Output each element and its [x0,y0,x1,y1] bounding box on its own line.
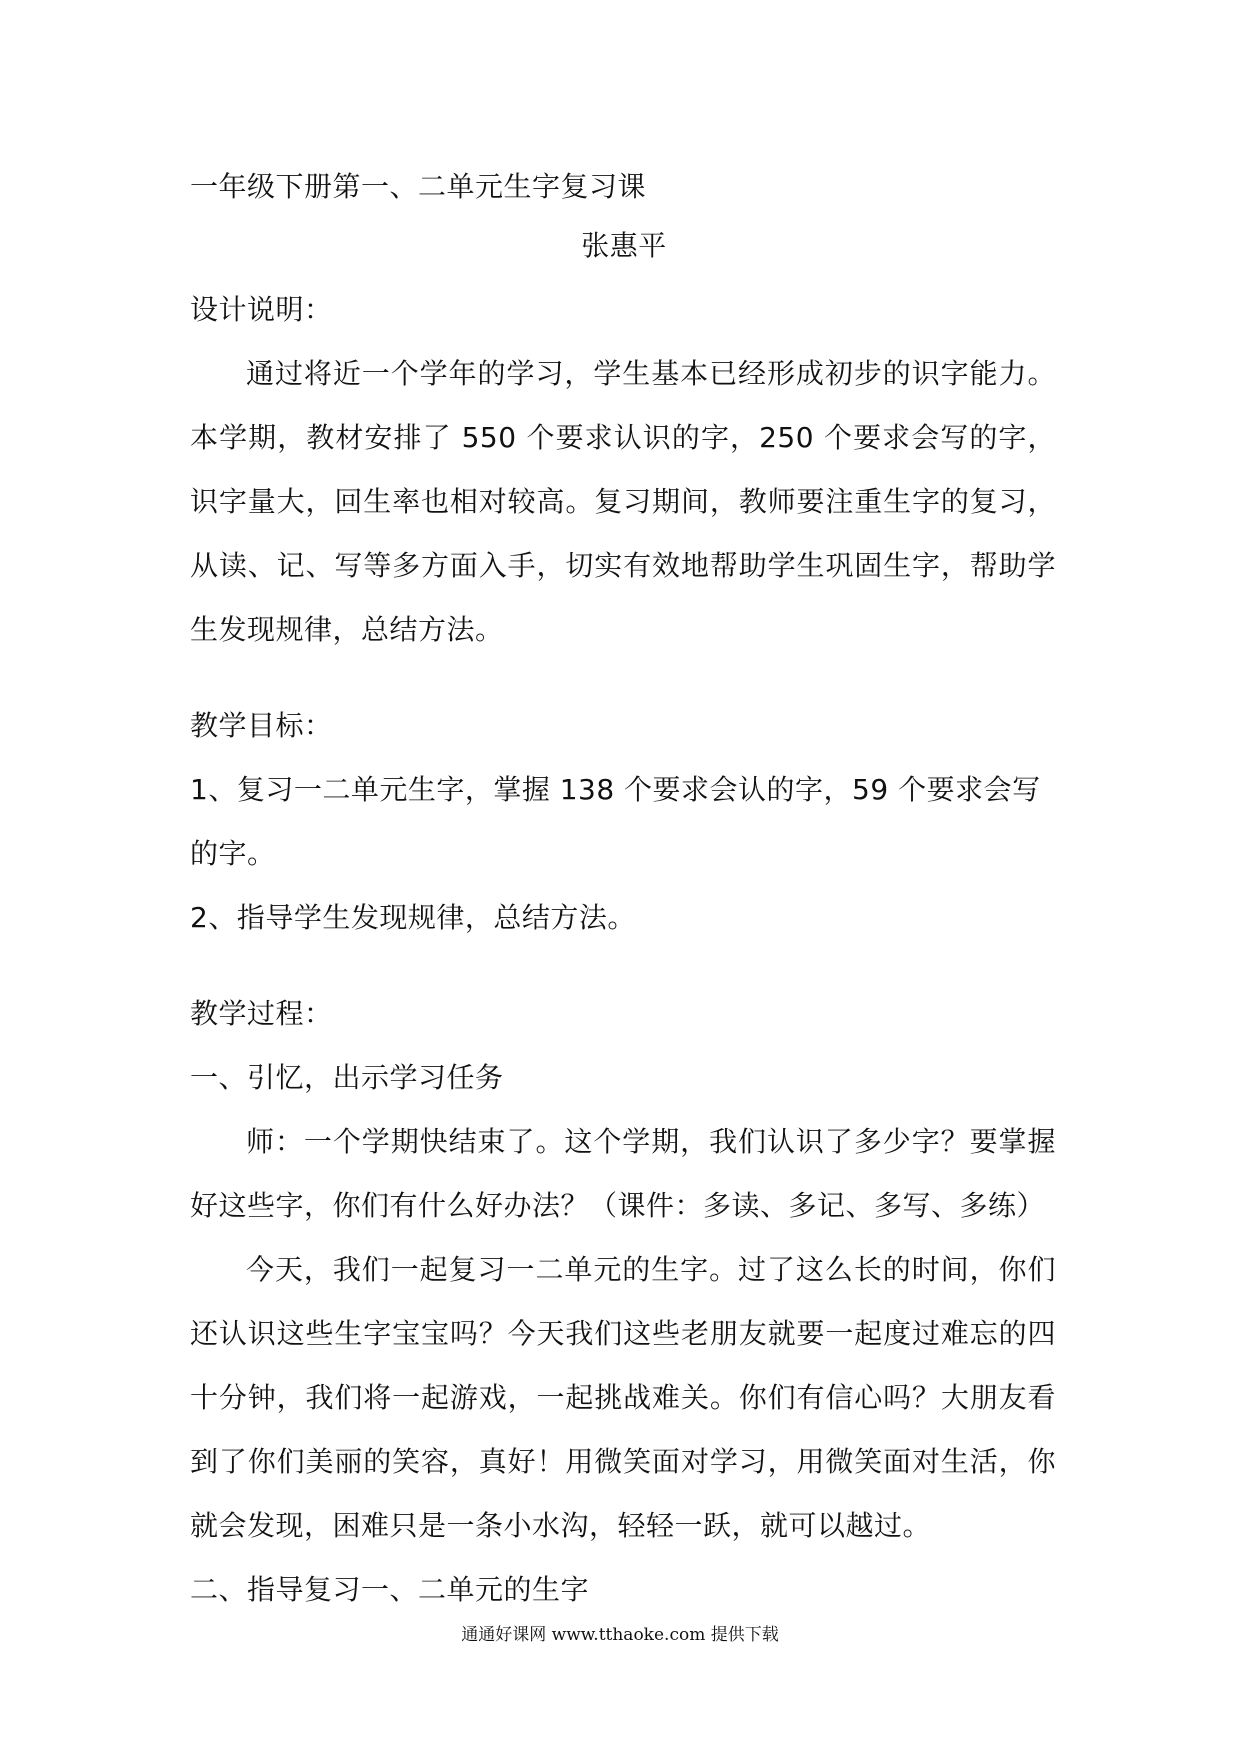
author-name: 张惠平 [581,229,667,262]
step-1-paragraph-2: 今天，我们一起复习一二单元的生字。过了这么长的时间，你们还认识这些生字宝宝吗？今天我们这些老朋友就要一起度过难忘的四十分钟，我们将一起游戏，一起挑战难关。你们有信心吗？大朋友看到了你们美丽的笑容，真好！用微笑面对学习，用微笑面对生活，你就会发现，困难只是一条小水沟，轻轻一跃，就可以越过。 [190,1253,1056,1542]
goal-item-1: 1、复习一二单元生字，掌握 138 个要求会认的字，59 个要求会写的字。 [190,773,1041,870]
step-2-heading: 二、指导复习一、二单元的生字 [190,1573,590,1606]
section-gap [190,950,1056,982]
step-1-paragraph-1: 师：一个学期快结束了。这个学期，我们认识了多少字？要掌握好这些字，你们有什么好办法？（课件：多读、多记、多写、多练） [190,1125,1056,1222]
process-section-label: 教学过程： [190,997,333,1030]
goals-section-label: 教学目标： [190,709,333,742]
step-1-heading: 一、引忆，出示学习任务 [190,1061,504,1094]
download-footer: 通通好课网 www.tthaoke.com 提供下载 [461,1625,779,1645]
design-paragraph: 通过将近一个学年的学习，学生基本已经形成初步的识字能力。本学期，教材安排了 550 个要求认识的字，250 个要求会写的字，识字量大，回生率也相对较高。复习期间，教师要注重生字的复习，从读、记、写等多方面入手，切实有效地帮助学生巩固生字，帮助学生发现规律，总结方法。 [190,357,1056,646]
section-gap [190,662,1056,694]
document-content [190,160,1056,1622]
goal-item-2: 2、指导学生发现规律，总结方法。 [190,901,636,934]
document-title: 一年级下册第一、二单元生字复习课 [190,170,647,203]
design-section-label: 设计说明： [190,293,333,326]
